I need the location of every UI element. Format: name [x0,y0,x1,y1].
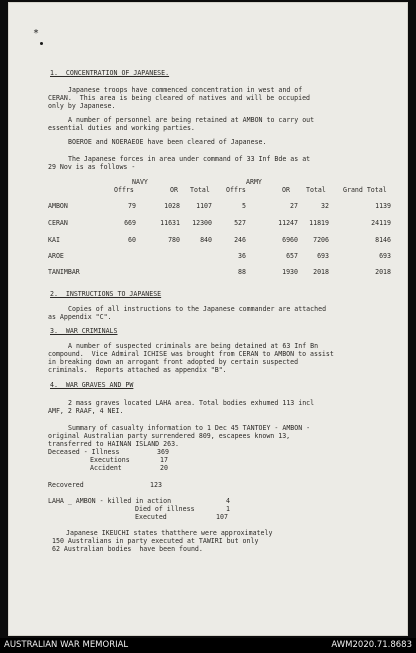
section-1-text: 29 Nov is as follows - [48,163,136,171]
table-column-header: Grand Total [343,186,387,194]
casualty-label: Deceased - Illness [48,448,120,456]
footer-accession-number: AWM2020.71.8683 [331,640,412,650]
table-cell: 669 [124,219,136,227]
section-1-heading: 1. CONCENTRATION OF JAPANESE. [50,69,170,77]
table-cell: 11631 [160,219,180,227]
casualty-value: 17 [160,456,168,464]
table-cell: 7206 [313,236,329,244]
table-row-label: AROE [48,252,64,260]
table-cell: 2018 [375,268,391,276]
table-column-header: Total [306,186,326,194]
laha-label: Executed [135,513,167,521]
table-cell: 657 [286,252,298,260]
section-3-text: compound. Vice Admiral ICHISE was brought from CERAN to AMBON to assist [48,350,334,358]
section-3-text: A number of suspected criminals are being detained at 63 Inf Bn [68,342,319,350]
section-1-text: CERAN. This area is being cleared of natives and will be occupied [48,94,311,102]
casualty-label: Accident [90,464,122,472]
table-column-header: OR [282,186,290,194]
table-cell: 840 [200,236,212,244]
table-cell: 527 [234,219,246,227]
table-row-label: CERAN [48,219,68,227]
casualty-label: Recovered [48,481,84,489]
table-cell: 32 [321,202,329,210]
table-cell: 27 [290,202,298,210]
section-2-text: Copies of all instructions to the Japanese commander are attached [68,305,327,313]
table-row-label: KAI [48,236,60,244]
archive-footer [0,638,416,653]
section-3-heading: 3. WAR CRIMINALS [50,327,118,335]
section-3-text: criminals. Reports attached as appendix "B". [48,366,227,374]
casualty-value: 123 [150,481,162,489]
section-4-text: AMF, 2 RAAF, 4 NEI. [48,407,124,415]
casualty-label: Executions [90,456,130,464]
table-cell: 693 [379,252,391,260]
table-cell: 2018 [313,268,329,276]
table-row-label: AMBON [48,202,68,210]
casualty-value: 369 [157,448,169,456]
laha-value: 1 [226,505,230,513]
table-cell: 5 [242,202,246,210]
table-cell: 79 [128,202,136,210]
section-4-heading: 4. WAR GRAVES AND PW [50,381,134,389]
laha-value: 4 [226,497,230,505]
table-cell: 246 [234,236,246,244]
laha-label: Died of illness [135,505,195,513]
laha-value: 107 [216,513,228,521]
section-4-text: 62 Australian bodies have been found. [52,545,203,553]
section-3-text: in breaking down an arrogant front adopted by certain suspected [48,358,299,366]
section-1-text: Japanese troops have commenced concentration in west and of [68,86,303,94]
margin-dot [40,42,43,45]
table-cell: 780 [168,236,180,244]
section-4-text: 150 Australians in party executed at TAWIRI but only [52,537,259,545]
table-cell: 88 [238,268,246,276]
table-cell: 1930 [282,268,298,276]
table-cell: 1107 [196,202,212,210]
table-column-header: Offrs [226,186,246,194]
section-2-heading: 2. INSTRUCTIONS TO JAPANESE [50,290,162,298]
table-column-header: OR [170,186,178,194]
section-4-text: 2 mass graves located LAHA area. Total bodies exhumed 113 incl [68,399,315,407]
table-cell: 6960 [282,236,298,244]
pen-mark: * [33,28,40,39]
table-cell: 60 [128,236,136,244]
table-cell: 12300 [192,219,212,227]
section-4-text: Summary of casualty information to 1 Dec 45 TANTOEY - AMBON - [68,424,311,432]
table-cell: 693 [317,252,329,260]
section-1-text: essential duties and working parties. [48,124,195,132]
section-2-text: as Appendix "C". [48,313,112,321]
table-cell: 24119 [371,219,391,227]
section-1-text: BOEROE and NOERAEOE have been cleared of Japanese. [68,138,267,146]
laha-label: LAHA _ AMBON - killed in action [48,497,172,505]
table-row-label: TANIMBAR [48,268,80,276]
casualty-value: 20 [160,464,168,472]
table-cell: 11247 [278,219,298,227]
table-cell: 36 [238,252,246,260]
table-group-header: ARMY [246,178,262,186]
table-column-header: Offrs [114,186,134,194]
table-cell: 1028 [164,202,180,210]
section-4-text: original Australian party surrendered 809, escapees known 13, [48,432,291,440]
section-1-text: only by Japanese. [48,102,116,110]
table-cell: 1139 [375,202,391,210]
table-cell: 8146 [375,236,391,244]
table-column-header: Total [190,186,210,194]
table-group-header: NAVY [132,178,148,186]
section-4-text: transferred to HAINAN ISLAND 263. [48,440,180,448]
section-1-text: The Japanese forces in area under command of 33 Inf Bde as at [68,155,311,163]
footer-institution: AUSTRALIAN WAR MEMORIAL [4,640,129,650]
section-1-text: A number of personnel are being retained at AMBON to carry out [68,116,315,124]
section-4-text: Japanese IKEUCHI states thatthere were approximately [66,529,273,537]
table-cell: 11819 [309,219,329,227]
